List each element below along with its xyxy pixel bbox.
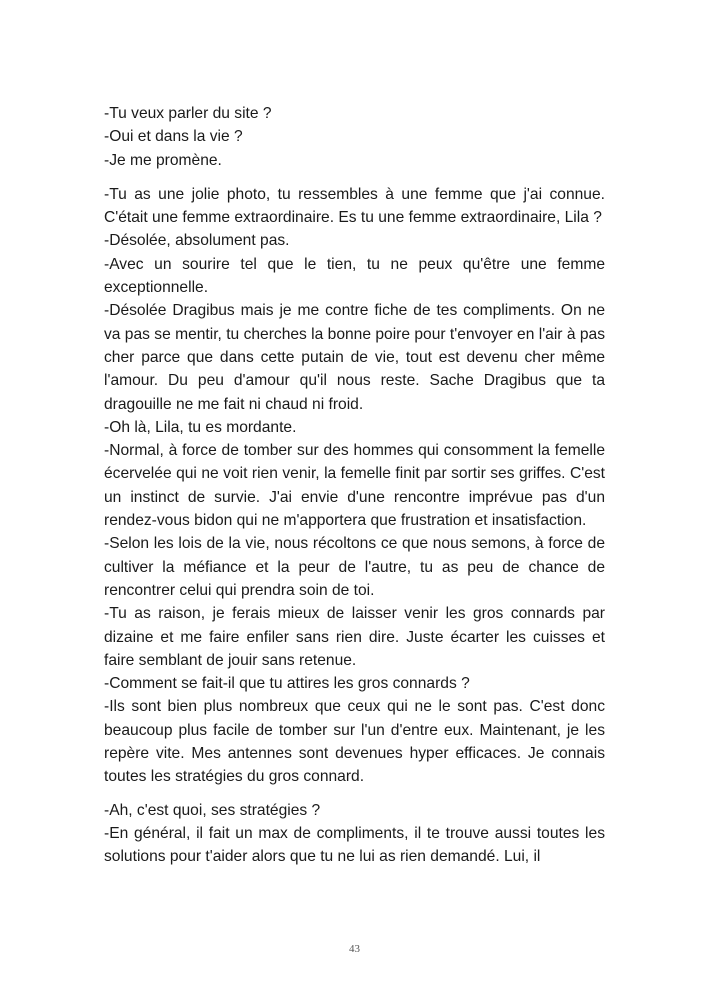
paragraph-gap <box>104 172 605 183</box>
dialogue-line: -Ah, c'est quoi, ses stratégies ? <box>104 801 321 819</box>
dialogue-line: -Oh là, Lila, tu es mordante. <box>104 418 297 436</box>
page-number: 43 <box>349 943 360 955</box>
dialogue-line: -Normal, à force de tomber sur des hommes qui consomment la femelle écervelée qui ne voit rien venir, la femelle finit par sortir ses griffes. C'est un instinct de survie. J'ai envie d'une rencontre imprévue pas d'un rendez-vous bidon qui ne m'apportera que frustration et insatisfaction. <box>104 442 605 530</box>
dialogue-line: -Tu as raison, je ferais mieux de laisser venir les gros connards par dizaine et me faire enfiler sans rien dire. Juste écarter les cuisses et faire semblant de jouir sans retenue. <box>104 605 605 669</box>
dialogue-line: -Désolée Dragibus mais je me contre fiche de tes compliments. On ne va pas se mentir, tu cherches la bonne poire pour t'envoyer en l'air à pas cher parce que dans cette putain de vie, tout est devenu cher même l'amour. Du peu d'amour qu'il nous reste. Sache Dragibus que ta dragouille ne me fait ni chaud ni froid. <box>104 302 605 413</box>
dialogue-line: -Avec un sourire tel que le tien, tu ne peux qu'être une femme exceptionnelle. <box>104 255 605 297</box>
dialogue-line: -Je me promène. <box>104 151 222 169</box>
dialogue-line: -Oui et dans la vie ? <box>104 128 243 146</box>
dialogue-line: -Tu as une jolie photo, tu ressembles à une femme que j'ai connue. C'était une femme extraordinaire. Es tu une femme extraordinaire, Lila ? <box>104 185 605 227</box>
paragraph-gap <box>104 789 605 799</box>
dialogue-line: -Selon les lois de la vie, nous récoltons ce que nous semons, à force de cultiver la méfiance et la peur de l'autre, tu as peu de chance de rencontrer celui qui prendra soin de toi. <box>104 535 605 599</box>
dialogue-line: -Comment se fait-il que tu attires les gros connards ? <box>104 675 470 693</box>
dialogue-line: -Désolée, absolument pas. <box>104 232 290 250</box>
dialogue-line: -Tu veux parler du site ? <box>104 105 272 122</box>
page-body <box>104 102 605 869</box>
dialogue-line: -Ils sont bien plus nombreux que ceux qui ne le sont pas. C'est donc beaucoup plus facile de tomber sur l'un d'entre eux. Maintenant, je les repère vite. Mes antennes sont devenues hyper efficaces. Je connais toutes les stratégies du gros connard. <box>104 698 605 786</box>
dialogue-line: -En général, il fait un max de compliments, il te trouve aussi toutes les solutions pour t'aider alors que tu ne lui as rien demandé. Lui, il <box>104 824 605 866</box>
